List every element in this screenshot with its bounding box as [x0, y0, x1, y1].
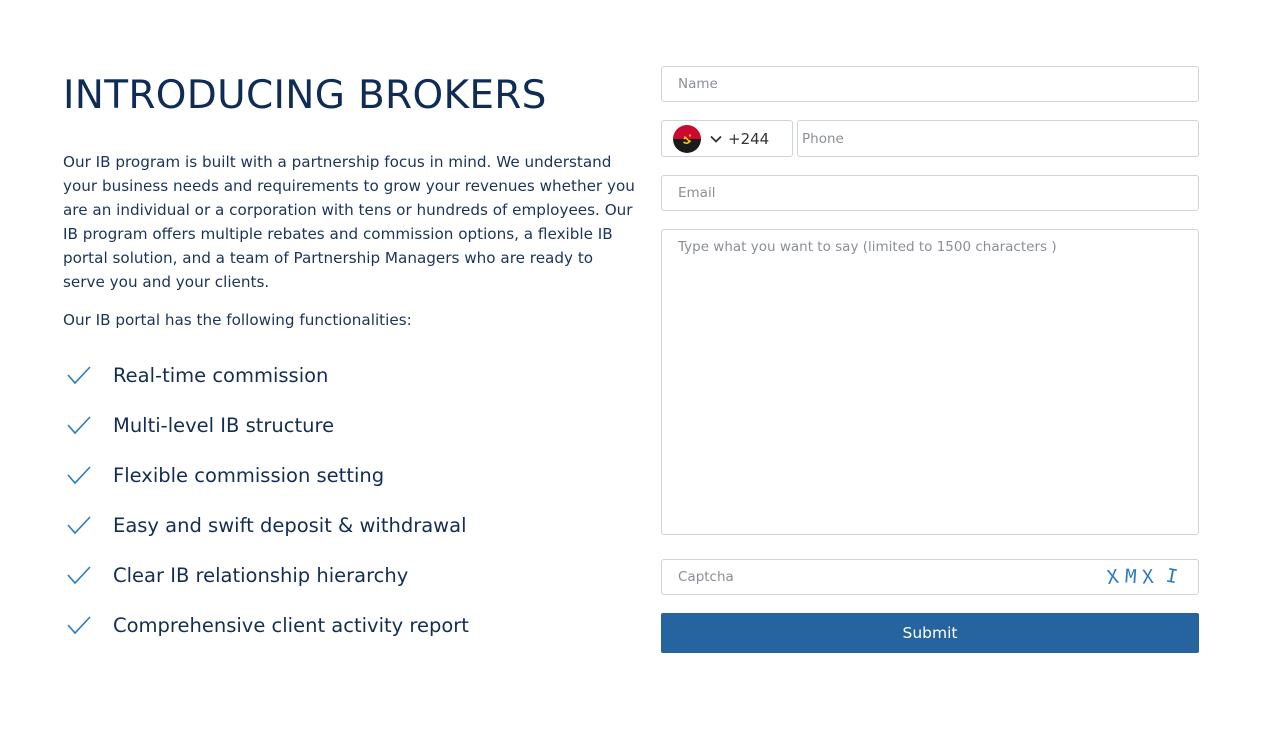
functionalities-intro: Our IB portal has the following functionalities: — [63, 311, 412, 329]
feature-item — [63, 400, 638, 450]
check-icon — [67, 565, 91, 585]
captcha-char: M — [1123, 565, 1143, 589]
captcha-char: X — [1141, 565, 1161, 589]
feature-item — [63, 500, 638, 550]
feature-label: Comprehensive client activity report — [113, 613, 469, 637]
contact-form — [661, 66, 1199, 653]
message-textarea[interactable] — [661, 229, 1199, 535]
captcha-row — [661, 559, 1199, 595]
feature-item — [63, 600, 638, 650]
page-title: INTRODUCING BROKERS — [63, 73, 547, 118]
name-input[interactable] — [661, 66, 1199, 102]
submit-button[interactable]: Submit — [661, 613, 1199, 653]
feature-item — [63, 550, 638, 600]
check-icon — [67, 615, 91, 635]
feature-label: Multi-level IB structure — [113, 413, 335, 437]
country-code-select[interactable] — [661, 120, 793, 157]
feature-item — [63, 450, 638, 500]
captcha-char: X — [1105, 564, 1127, 590]
captcha-image[interactable] — [1107, 565, 1183, 589]
chevron-down-icon — [709, 132, 723, 146]
intro-paragraph: Our IB program is built with a partnership focus in mind. We understand your business needs and requirements to grow your revenues whether you are an individual or a corporation with tens or hundreds of employees. Our IB program offers multiple rebates and commission options, a flexible IB portal solution, and a team of Partnership Managers who are ready to serve you and your clients. — [63, 153, 635, 291]
check-icon — [67, 515, 91, 535]
feature-list — [63, 350, 638, 650]
feature-label: Flexible commission setting — [113, 463, 385, 487]
dial-code: +244 — [728, 129, 770, 148]
check-icon — [67, 365, 91, 385]
email-input[interactable] — [661, 175, 1199, 211]
feature-label: Easy and swift deposit & withdrawal — [113, 513, 467, 537]
feature-label: Clear IB relationship hierarchy — [113, 563, 409, 587]
check-icon — [67, 465, 91, 485]
angola-flag-icon — [673, 125, 701, 153]
phone-row — [661, 120, 1199, 157]
feature-item — [63, 350, 638, 400]
captcha-char: I — [1163, 564, 1185, 590]
phone-input[interactable] — [797, 120, 1199, 157]
intro-section — [63, 70, 638, 650]
feature-label: Real-time commission — [113, 363, 329, 387]
check-icon — [67, 415, 91, 435]
